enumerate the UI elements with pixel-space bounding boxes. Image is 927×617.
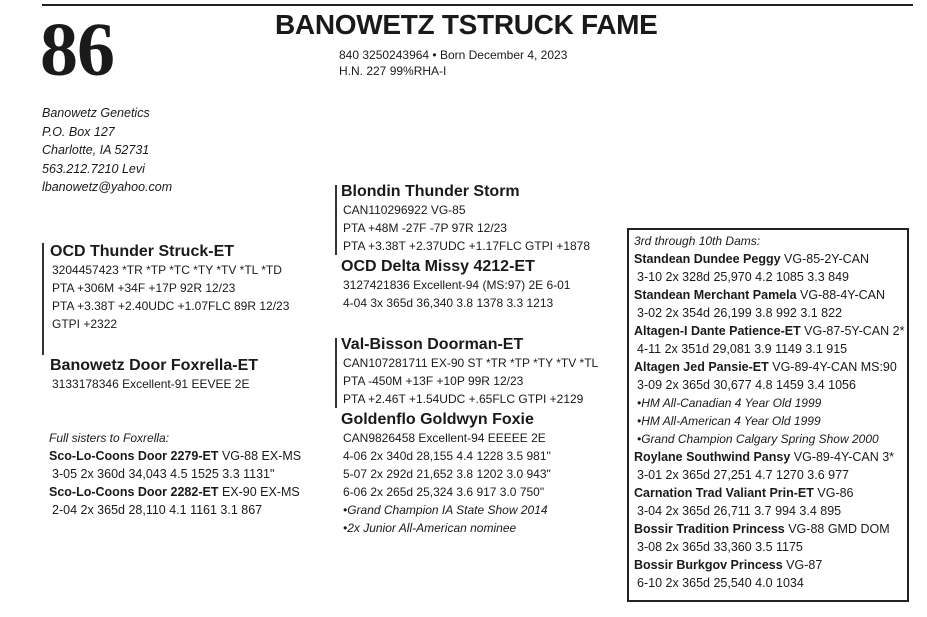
ancestor-dam-record: 3-01 2x 365d 27,251 4.7 1270 3.6 977 <box>637 468 849 482</box>
sire-sire-bracket <box>335 185 337 255</box>
animal-name: BANOWETZ TSTRUCK FAME <box>275 9 658 40</box>
dam-dam-name: Goldenflo Goldwyn Foxie <box>341 411 534 428</box>
dam-dam-line: CAN9826458 Excellent-94 EEEEE 2E <box>343 431 546 445</box>
sire-line: 3204457423 *TR *TP *TC *TY *TV *TL *TD <box>52 263 282 277</box>
sire-dam-line: 3127421836 Excellent-94 (MS:97) 2E 6-01 <box>343 278 571 292</box>
dams-box-content <box>634 232 904 592</box>
sire-line: GTPI +2322 <box>52 317 118 331</box>
ancestor-dam-name: Roylane Southwind Pansy VG-89-4Y-CAN 3* <box>634 450 895 464</box>
dam-dam-honor: •2x Junior All-American nominee <box>343 521 517 535</box>
ancestor-dam-record: 3-08 2x 365d 33,360 3.5 1175 <box>637 540 803 554</box>
dam-sire-line: PTA -450M +13F +10P 99R 12/23 <box>343 374 524 388</box>
sister-record: 3-05 2x 360d 34,043 4.5 1525 3.3 1131" <box>52 467 275 481</box>
ancestor-dam-record: 6-10 2x 365d 25,540 4.0 1034 <box>637 576 804 590</box>
dam-dam-line: 4-06 2x 340d 28,155 4.4 1228 3.5 981" <box>343 449 551 463</box>
animal-id-birth: 840 3250243964 • Born December 4, 2023 <box>339 48 568 62</box>
sire-dam-name: OCD Delta Missy 4212-ET <box>341 258 535 275</box>
animal-hn: H.N. 227 99%RHA-I <box>339 64 447 78</box>
dam-dam-honor: •Grand Champion IA State Show 2014 <box>343 503 548 517</box>
breeder-name: Banowetz Genetics <box>42 106 150 120</box>
ancestor-dam-name: Carnation Trad Valiant Prin-ET VG-86 <box>634 486 854 500</box>
sire-sire-name: Blondin Thunder Storm <box>341 183 520 200</box>
ancestor-dam-honor: •HM All-Canadian 4 Year Old 1999 <box>637 396 822 410</box>
ancestor-dam-record: 3-04 2x 365d 26,711 3.7 994 3.4 895 <box>637 504 842 518</box>
breeder-city: Charlotte, IA 52731 <box>42 143 150 157</box>
dam-block <box>50 356 258 393</box>
breeder-email: lbanowetz@yahoo.com <box>42 180 173 194</box>
sister-name: Sco-Lo-Coons Door 2282-ET EX-90 EX-MS <box>49 485 300 499</box>
sire-line: PTA +3.38T +2.40UDC +1.07FLC 89R 12/23 <box>52 299 290 313</box>
dam-sire-name: Val-Bisson Doorman-ET <box>341 336 524 353</box>
breeder-address: P.O. Box 127 <box>42 124 115 139</box>
ancestor-dam-record: 3-10 2x 328d 25,970 4.2 1085 3.3 849 <box>637 270 849 284</box>
ancestor-dam-name: Altagen-I Dante Patience-ET VG-87-5Y-CAN 2* <box>634 324 905 338</box>
top-rule <box>42 4 913 6</box>
dam-sire-bracket <box>335 338 337 408</box>
sire-dam-line: 4-04 3x 365d 36,340 3.8 1378 3.3 1213 <box>343 296 554 310</box>
dam-sire-line: PTA +2.46T +1.54UDC +.65FLC GTPI +2129 <box>343 392 584 406</box>
ancestor-dam-honor: •HM All-American 4 Year Old 1999 <box>637 414 821 428</box>
sister-name: Sco-Lo-Coons Door 2279-ET VG-88 EX-MS <box>49 449 302 463</box>
sire-sire-line: PTA +48M -27F -7P 97R 12/23 <box>343 221 507 235</box>
ancestor-dam-honor: •Grand Champion Calgary Spring Show 2000 <box>637 432 879 446</box>
sire-sire-line: CAN110296922 VG-85 <box>343 203 466 217</box>
dams-box-header: 3rd through 10th Dams: <box>634 234 761 248</box>
sire-line: PTA +306M +34F +17P 92R 12/23 <box>52 281 236 295</box>
ancestor-dam-record: 4-11 2x 351d 29,081 3.9 1149 3.1 915 <box>637 342 848 356</box>
ancestor-dam-name: Standean Dundee Peggy VG-85-2Y-CAN <box>634 252 870 266</box>
sire-bracket <box>42 243 44 355</box>
lot-number: 86 <box>40 8 114 92</box>
dam-dam-line: 5-07 2x 292d 21,652 3.8 1202 3.0 943" <box>343 467 551 481</box>
ancestor-dam-name: Altagen Jed Pansie-ET VG-89-4Y-CAN MS:90 <box>634 360 897 374</box>
dam-dam-line: 6-06 2x 265d 25,324 3.6 917 3.0 750" <box>343 485 545 499</box>
sire-sire-block <box>341 182 590 255</box>
dam-dam-block <box>341 410 551 537</box>
ancestor-dam-name: Standean Merchant Pamela VG-88-4Y-CAN <box>634 288 886 302</box>
sister-record: 2-04 2x 365d 28,110 4.1 1161 3.1 867 <box>52 503 263 517</box>
sire-dam-block <box>341 257 570 312</box>
sire-sire-line: PTA +3.38T +2.37UDC +1.17FLC GTPI +1878 <box>343 239 591 253</box>
ancestor-dam-name: Bossir Tradition Princess VG-88 GMD DOM <box>634 522 890 536</box>
dam-sire-block <box>341 335 598 408</box>
dam-line: 3133178346 Excellent-91 EEVEE 2E <box>52 377 250 391</box>
ancestor-dam-name: Bossir Burkgov Princess VG-87 <box>634 558 823 572</box>
sire-block <box>50 242 289 333</box>
full-sisters-header: Full sisters to Foxrella: <box>49 431 170 445</box>
sire-name: OCD Thunder Struck-ET <box>50 243 235 260</box>
ancestor-dam-record: 3-09 2x 365d 30,677 4.8 1459 3.4 1056 <box>637 378 856 392</box>
breeder-contact <box>42 104 172 197</box>
breeder-phone: 563.212.7210 Levi <box>42 161 145 176</box>
dam-sire-line: CAN107281711 EX-90 ST *TR *TP *TY *TV *TL <box>343 356 599 370</box>
ancestor-dam-record: 3-02 2x 354d 26,199 3.8 992 3.1 822 <box>637 306 843 320</box>
dam-name: Banowetz Door Foxrella-ET <box>50 357 259 374</box>
full-sisters-block <box>49 430 301 519</box>
